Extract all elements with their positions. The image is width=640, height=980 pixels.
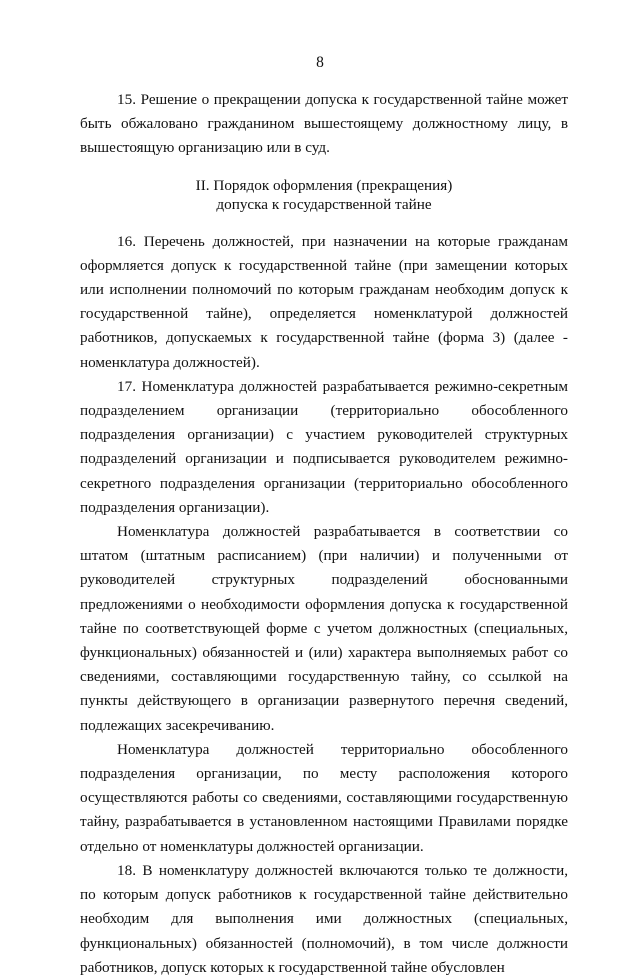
paragraph-17-separate-subdivision: Номенклатура должностей территориально обособленного подразделения организации, по месту расположения которого осуществляются работы со сведениями, составляющими государственную тайну, разрабатывается в установленном настоящими Правилами порядке отдельно от номенклатуры должностей организации. <box>80 740 568 855</box>
paragraph-15: 15. Решение о прекращении допуска к государственной тайне может быть обжаловано гражданином вышестоящему должностному лицу, в вышестоящую организацию или в суд. <box>80 91 568 157</box>
section-heading <box>80 176 568 215</box>
paragraph-17-nomenclature-development: Номенклатура должностей разрабатывается в соответствии со штатом (штатным расписанием) (при наличии) и полученными от руководителей структурных подразделений обоснованными предложениями о необходимости оформления допуска к государственной тайне по соответствующей форме с учетом должностных (специальных, функциональных) обязанностей и (или) характера выполняемых работ со сведениями, составляющими государственную тайну, со ссылкой на пункты действующего в организации развернутого перечня сведений, подлежащих засекречиванию. <box>80 523 568 734</box>
paragraph-17: 17. Номенклатура должностей разрабатывается режимно-секретным подразделением организации (территориально обособленного подразделения организации) с участием руководителей структурных подразделений организации и подписывается руководителем режимно-секретного подразделения организации (территориально обособленного подразделения организации). <box>80 377 568 516</box>
page-number: 8 <box>316 54 324 71</box>
document-body <box>80 88 568 980</box>
section-heading-line-2: допуска к государственной тайне <box>216 196 432 214</box>
section-heading-line-1: II. Порядок оформления (прекращения) <box>195 176 453 194</box>
paragraph-16: 16. Перечень должностей, при назначении на которые гражданам оформляется допуск к государственной тайне (при замещении которых или исполнении полномочий по которым гражданам необходим допуск к государственной тайне), определяется номенклатурой должностей работников, допускаемых к государственной тайне (форма 3) (далее - номенклатура должностей). <box>80 232 568 371</box>
paragraph-18: 18. В номенклатуру должностей включаются только те должности, по которым допуск работников к государственной тайне действительно необходим для выполнения ими должностных (специальных, функциональных) обязанностей (полномочий), в том числе должности работников, допуск которых к государственной тайне обусловлен <box>80 861 568 976</box>
